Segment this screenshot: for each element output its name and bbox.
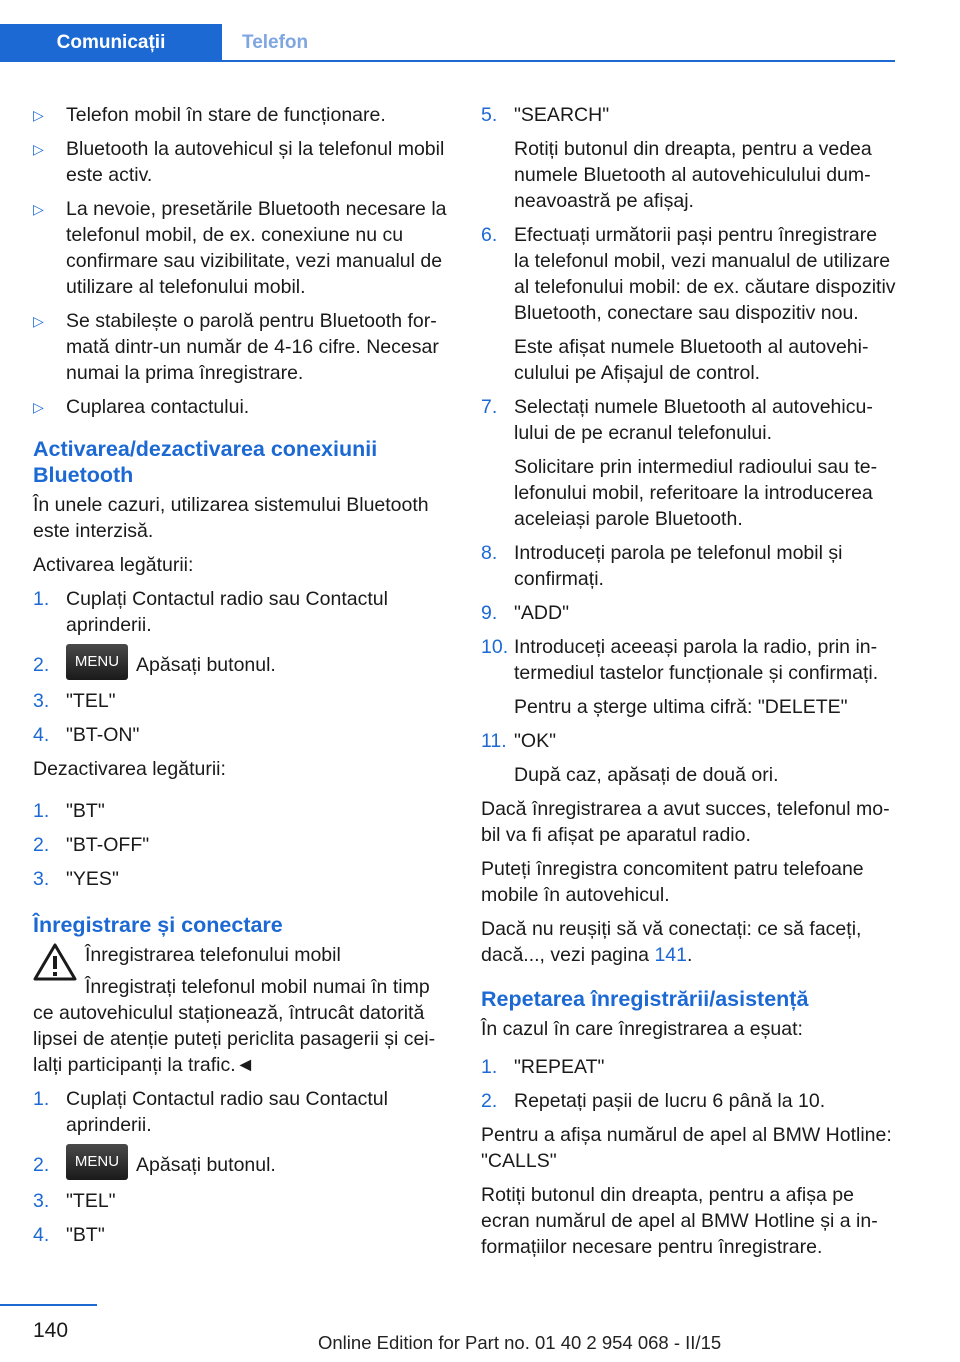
bullet-item: ▷ Cuplarea contactului. bbox=[33, 396, 250, 418]
triangle-right-icon: ▷ bbox=[33, 399, 44, 415]
header-subsection: Telefon bbox=[242, 32, 309, 53]
list-item-note: Rotiți butonul din dreapta, pentru a vedea numele Bluetooth al autovehiculului dumneavoastră pe afișaj. bbox=[514, 138, 872, 212]
page-number: 140 bbox=[33, 1319, 69, 1342]
left-column bbox=[33, 102, 453, 1256]
warning-block bbox=[33, 942, 453, 1078]
list-item: 11. "OK" bbox=[481, 730, 557, 752]
list-item-note: Este afișat numele Bluetooth al autovehiculului pe Afișajul de control. bbox=[514, 336, 869, 384]
paragraph-hotline: Pentru a afișa numărul de apel al BMW Hotline: "CALLS" bbox=[481, 1124, 892, 1172]
triangle-right-icon: ▷ bbox=[33, 201, 44, 217]
list-item: 8. Introduceți parola pe telefonul mobil și confirmați. bbox=[481, 542, 843, 590]
triangle-right-icon: ▷ bbox=[33, 107, 44, 123]
heading-activate: Activarea/dezactivarea conexiunii Bluetooth bbox=[33, 437, 378, 487]
paragraph-deactivate: Dezactivarea legăturii: bbox=[33, 758, 226, 780]
list-item-note: Pentru a șterge ultima cifră: "DELETE" bbox=[514, 696, 848, 718]
list-item: 10. Introduceți aceeași parola la radio, prin intermediul tastelor funcționale și confirmați. bbox=[481, 636, 879, 684]
heading-register: Înregistrare și conectare bbox=[33, 913, 283, 937]
list-item: 6. Efectuați următorii pași pentru înregistrare la telefonul mobil, vezi manualul de utilizare al telefonului mobil: de ex. căutare dispozitiv Bluetooth, conectare sau dispozitiv nou. bbox=[481, 224, 896, 324]
bullet-item: ▷ Bluetooth la autovehicul și la telefonul mobil este activ. bbox=[33, 138, 445, 186]
list-item: 3. "TEL" bbox=[33, 690, 116, 712]
list-item: 4. "BT" bbox=[33, 1224, 105, 1246]
menu-button-icon: MENU bbox=[66, 644, 128, 680]
triangle-right-icon: ▷ bbox=[33, 313, 44, 329]
heading-repeat: Repetarea înregistrării/asistență bbox=[481, 987, 809, 1011]
edition-note: Online Edition for Part no. 01 40 2 954 068 - II/15 bbox=[318, 1332, 722, 1353]
paragraph-success: Dacă înregistrarea a avut succes, telefonul mobil va fi afișat pe aparatul radio. bbox=[481, 798, 890, 846]
bullet-item: ▷ Se stabilește o parolă pentru Bluetooth formată dintr-un număr de 4-16 cifre. Necesar numai la prima înregistrare. bbox=[33, 310, 439, 384]
list-item-note: Solicitare prin intermediul radioului sau telefonului mobil, referitoare la introducerea aceleiași parole Bluetooth. bbox=[514, 456, 878, 530]
list-item: 2. MENU Apăsați butonul. bbox=[33, 1152, 453, 1180]
warning-text: Înregistrați telefonul mobil numai în timp ce autovehiculul staționează, întrucât datorită lipsei de atenție puteți periclita pasagerii și ceilalți participanți la trafic.◄ bbox=[33, 976, 436, 1076]
list-item: 2. "BT-OFF" bbox=[33, 834, 150, 856]
list-item: 3. "TEL" bbox=[33, 1190, 116, 1212]
menu-button-icon: MENU bbox=[66, 1144, 128, 1180]
header-divider bbox=[0, 60, 895, 62]
page-link[interactable]: 141 bbox=[654, 944, 687, 966]
warning-title: Înregistrarea telefonului mobil bbox=[85, 944, 341, 966]
warning-triangle-icon bbox=[33, 942, 77, 982]
footer-divider bbox=[0, 1304, 97, 1306]
paragraph-case: În cazul în care înregistrarea a eșuat: bbox=[481, 1018, 803, 1040]
paragraph-fail: Dacă nu reușiți să vă conectați: ce să faceți, dacă..., vezi pagina 141. bbox=[481, 918, 862, 966]
list-item: 1. Cuplați Contactul radio sau Contactul aprinderii. bbox=[33, 588, 388, 636]
list-item: 2. Repetați pașii de lucru 6 până la 10. bbox=[481, 1090, 826, 1112]
list-item: 7. Selectați numele Bluetooth al autovehiculului de pe ecranul telefonului. bbox=[481, 396, 873, 444]
list-item: 4. "BT-ON" bbox=[33, 724, 140, 746]
paragraph-four-phones: Puteți înregistra concomitent patru telefoane mobile în autovehicul. bbox=[481, 858, 864, 906]
triangle-right-icon: ▷ bbox=[33, 141, 44, 157]
paragraph-some-cases: În unele cazuri, utilizarea sistemului Bluetooth este interzisă. bbox=[33, 494, 429, 542]
header-section: Comunicații bbox=[56, 32, 166, 53]
paragraph-activate: Activarea legăturii: bbox=[33, 554, 194, 576]
list-item: 3. "YES" bbox=[33, 868, 119, 890]
list-item: 9. "ADD" bbox=[481, 602, 570, 624]
bullet-item: ▷ Telefon mobil în stare de funcționare. bbox=[33, 104, 386, 126]
list-item: 5. "SEARCH" bbox=[481, 104, 610, 126]
right-column bbox=[481, 102, 896, 1268]
list-item-note: După caz, apăsați de două ori. bbox=[514, 764, 779, 786]
paragraph-rotate: Rotiți butonul din dreapta, pentru a afișa pe ecran numărul de apel al BMW Hotline și a informațiilor necesare pentru înregistrare. bbox=[481, 1184, 878, 1258]
bullet-item: ▷ La nevoie, presetările Bluetooth necesare la telefonul mobil, de ex. conexiune nu cu confirmare sau vizibilitate, vezi manualul de utilizare al telefonului mobil. bbox=[33, 198, 447, 298]
list-item: 1. Cuplați Contactul radio sau Contactul aprinderii. bbox=[33, 1088, 388, 1136]
list-item: 1. "BT" bbox=[33, 800, 105, 822]
list-item: 2. MENU Apăsați butonul. bbox=[33, 652, 453, 680]
list-item: 1. "REPEAT" bbox=[481, 1056, 605, 1078]
